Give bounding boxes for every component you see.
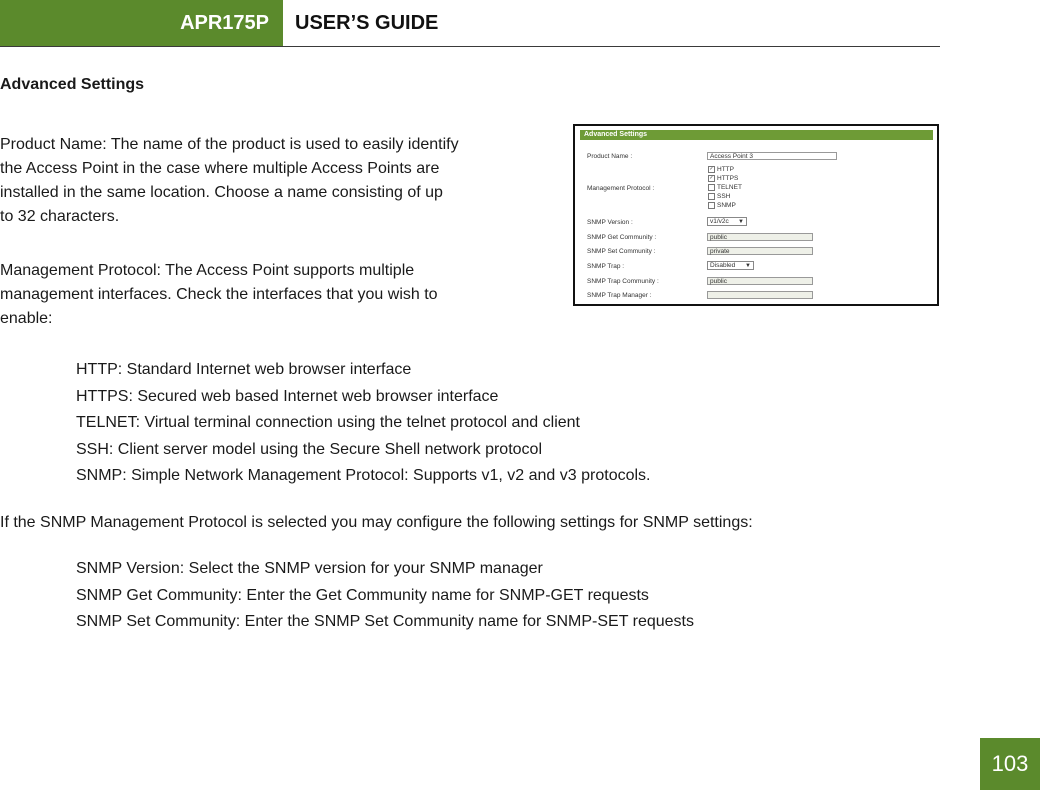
text-line: Product Name: The name of the product is used to easily identify [0,136,459,153]
checkbox-label: HTTPS [717,175,739,183]
dropdown-arrow-icon: ▼ [738,219,744,225]
checkbox-label: SSH [717,193,731,201]
checkbox-label: SNMP [717,202,736,210]
checkbox-box [708,193,715,200]
management-protocol-label: Management Protocol : [587,185,655,192]
product-name-paragraph [0,133,459,229]
header-divider [0,46,940,47]
trap-manager-field[interactable] [707,291,813,299]
telnet-checkbox[interactable] [708,184,742,191]
advanced-settings-screenshot [573,124,939,306]
snmp-item: SNMP Set Community: Enter the SNMP Set Community name for SNMP-SET requests [76,613,694,630]
product-name-field[interactable]: Access Point 3 [707,152,837,160]
snmp-item: SNMP Version: Select the SNMP version for your SNMP manager [76,560,543,577]
protocol-item: HTTPS: Secured web based Internet web browser interface [76,387,499,405]
protocol-item: SSH: Client server model using the Secure Shell network protocol [76,440,542,458]
dropdown-arrow-icon: ▼ [745,263,751,269]
snmp-trap-label: SNMP Trap : [587,263,625,270]
snmp-intro-paragraph: If the SNMP Management Protocol is selected you may configure the following settings for SNMP settings: [0,514,753,531]
select-value: v1/v2c [710,218,729,225]
snmp-settings-list [76,556,694,636]
trap-community-field[interactable]: public [707,277,813,285]
protocol-item: SNMP: Simple Network Management Protocol: Supports v1, v2 and v3 protocols. [76,467,651,484]
snmp-item: SNMP Get Community: Enter the Get Community name for SNMP-GET requests [76,586,649,604]
snmp-checkbox[interactable] [708,202,736,209]
text-line: installed in the same location. Choose a name consisting of up [0,184,443,201]
trap-manager-label: SNMP Trap Manager : [587,292,652,299]
header-model: APR175P [0,0,283,46]
snmp-trap-select[interactable] [707,261,754,270]
https-checkbox[interactable] [708,175,738,182]
check-icon: ✓ [709,166,714,172]
checkbox-box [708,202,715,209]
http-checkbox[interactable] [708,166,734,173]
trap-community-label: SNMP Trap Community : [587,278,659,285]
page-number: 103 [980,738,1040,790]
snmp-version-select[interactable] [707,217,747,226]
text-line: to 32 characters. [0,208,120,225]
checkbox-label: TELNET [717,184,742,192]
check-icon: ✓ [709,175,714,181]
text-line: Management Protocol: The Access Point supports multiple [0,262,415,279]
text-line: management interfaces. Check the interfaces that you wish to [0,286,438,303]
snmp-version-label: SNMP Version : [587,219,633,226]
checkbox-box [708,184,715,191]
product-name-label: Product Name : [587,153,633,160]
management-protocol-paragraph [0,259,438,331]
text-line: enable: [0,310,53,327]
section-title: Advanced Settings [0,76,145,93]
header-guide-title: USER’S GUIDE [295,11,439,34]
protocol-item: TELNET: Virtual terminal connection using the telnet protocol and client [76,414,580,431]
set-community-field[interactable]: private [707,247,813,255]
set-community-label: SNMP Set Community : [587,248,656,255]
protocol-item: HTTP: Standard Internet web browser interface [76,361,412,378]
get-community-label: SNMP Get Community : [587,234,657,241]
ssh-checkbox[interactable] [708,193,730,200]
select-value: Disabled [710,262,736,269]
protocol-list [76,357,650,490]
checkbox-label: HTTP [717,166,734,174]
screenshot-title-bar: Advanced Settings [580,130,933,140]
get-community-field[interactable]: public [707,233,813,241]
text-line: the Access Point in the case where multiple Access Points are [0,160,440,177]
